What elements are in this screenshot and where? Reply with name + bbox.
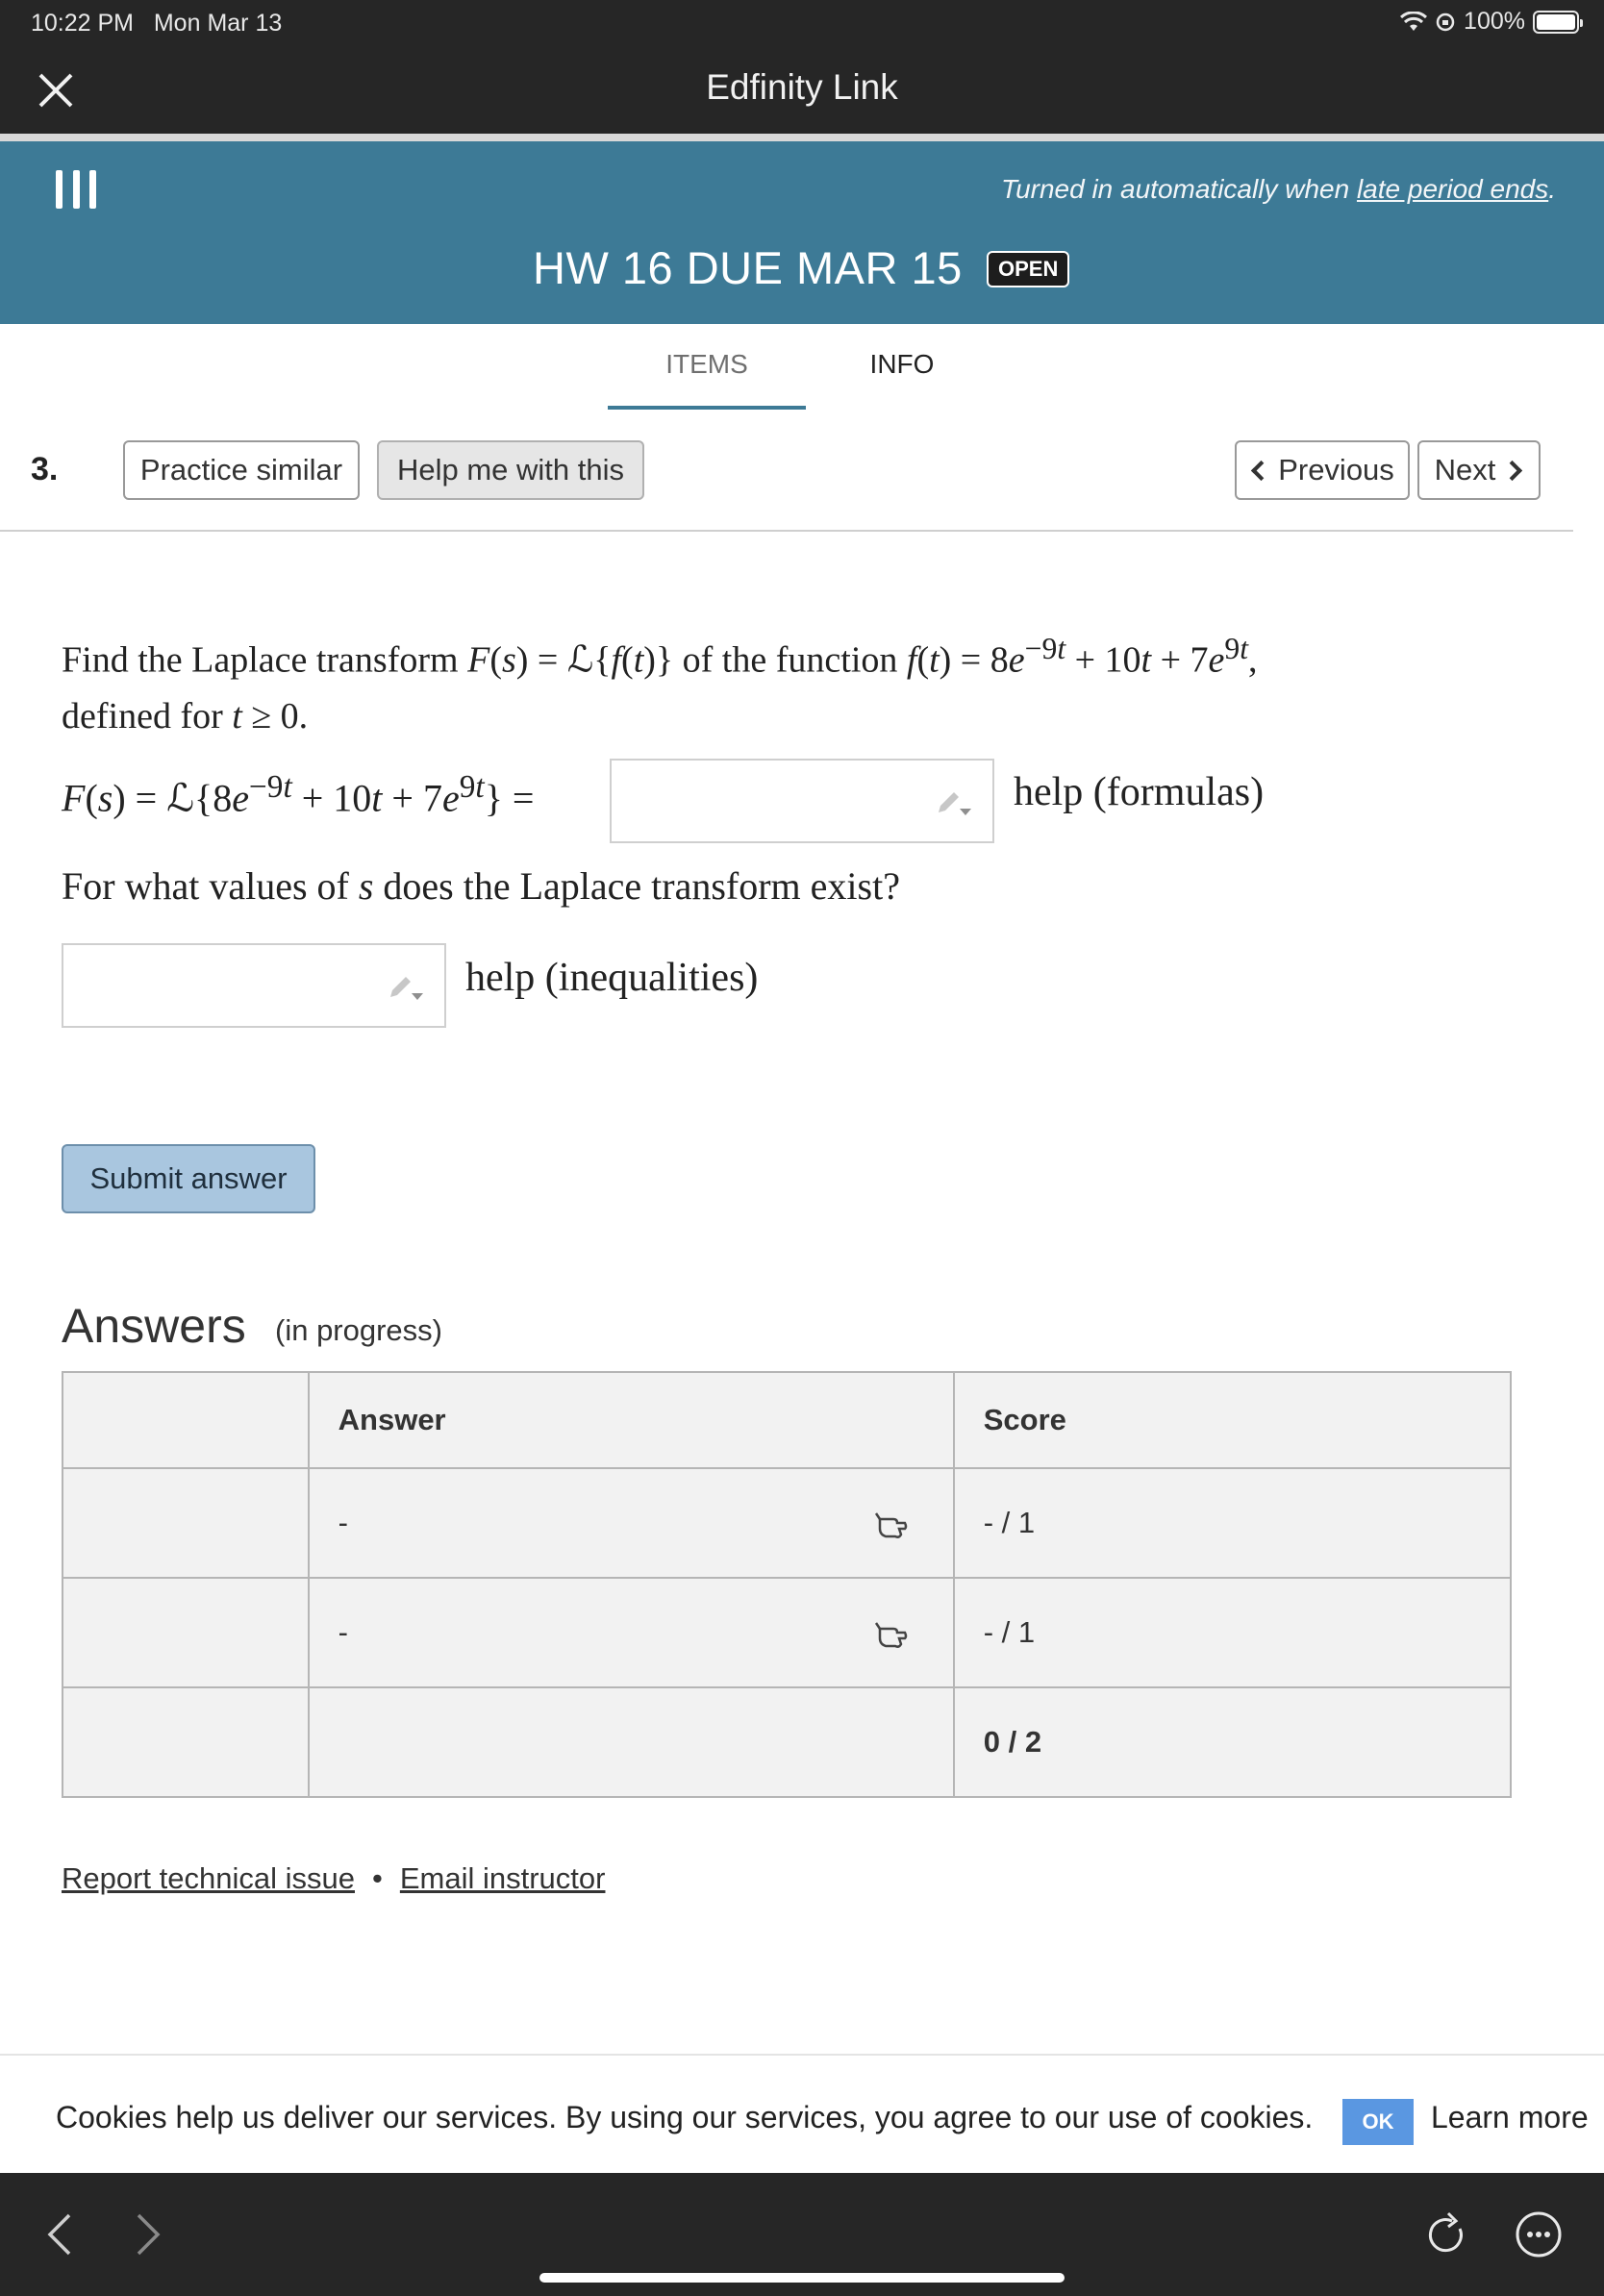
table-row [63,1468,1511,1578]
cookie-learn-more-link[interactable]: Learn more [1431,2100,1589,2134]
row-label-cell [63,1687,309,1797]
report-issue-link[interactable]: Report technical issue [62,1861,355,1895]
cookie-ok-button[interactable]: OK [1342,2099,1414,2145]
practice-similar-button[interactable]: Practice similar [123,440,360,500]
link-separator: • [372,1861,383,1895]
browser-top-bar [0,0,1604,136]
active-tab-indicator [608,406,806,410]
pointing-hand-icon[interactable] [872,1506,911,1544]
answers-status: (in progress) [275,1313,442,1347]
problem-statement: Find the Laplace transform F(s) = ℒ{f(t)} of the function $f(t) = 8e^{-9t} + 10t + 7e^{9t}$, defined for t ≥ 0. [62,632,1258,736]
answer-cell: - [309,1578,954,1687]
row-label-cell [63,1578,309,1687]
tab-items[interactable]: ITEMS [665,349,748,379]
footer-links [62,1861,605,1896]
column-header [63,1372,309,1468]
battery-icon [1533,11,1579,34]
browser-bottom-bar [0,2173,1604,2296]
previous-button[interactable] [1235,440,1410,500]
status-time: 10:22 PM Mon Mar 13 [31,10,283,37]
pencil-icon[interactable] [387,974,425,1003]
tab-bar [0,324,1604,411]
existence-question: For what values of s does the Laplace transform exist? [62,864,900,908]
chevron-left-icon [1251,460,1271,480]
previous-label: Previous [1278,453,1394,487]
status-date: Mon Mar 13 [153,10,283,37]
forward-arrow-icon[interactable] [119,2208,173,2261]
table-row [63,1578,1511,1687]
answer-cell: - [309,1468,954,1578]
email-instructor-link[interactable]: Email instructor [399,1861,606,1895]
table-header-row [63,1372,1511,1468]
reload-icon[interactable] [1419,2208,1473,2261]
pencil-icon[interactable] [935,789,973,818]
more-options-icon[interactable] [1512,2208,1566,2261]
table-total-row [63,1687,1511,1797]
assignment-title: HW 16 DUE MAR 15 [533,242,963,293]
chevron-right-icon [1502,460,1522,480]
back-arrow-icon[interactable] [35,2208,88,2261]
score-cell: - / 1 [954,1578,1511,1687]
divider [0,134,1604,141]
answers-heading: Answers [62,1299,246,1353]
browser-title: Edfinity Link [706,67,898,107]
next-button[interactable] [1417,440,1541,500]
submit-answer-button[interactable]: Submit answer [62,1144,315,1213]
late-period-link[interactable]: late period ends [1356,174,1549,204]
turned-in-note: Turned in automatically when late period ends. [1001,174,1556,204]
column-header-answer: Answer [309,1372,954,1468]
inequality-answer-input[interactable] [62,943,446,1028]
status-indicators [1400,8,1579,36]
help-formulas-link[interactable]: help (formulas) [1014,770,1265,814]
answer-cell [309,1687,954,1797]
answers-table [62,1371,1512,1798]
total-score-cell: 0 / 2 [954,1687,1511,1797]
cookie-message: Cookies help us deliver our services. By using our services, you agree to our use of cookies. [56,2100,1314,2134]
transform-equation: $F(s) = ℒ\{8e^{-9t} + 10t + 7e^{9t}\}$ = [62,769,535,820]
pointing-hand-icon[interactable] [872,1615,911,1654]
status-badge: OPEN [987,251,1069,287]
menu-icon[interactable] [56,170,96,209]
transform-answer-input[interactable] [610,759,994,843]
help-me-button[interactable]: Help me with this [377,440,644,500]
question-number: 3. [31,451,59,487]
battery-percent: 100% [1464,8,1525,35]
cookie-banner [0,2054,1604,2173]
divider [0,530,1573,532]
tab-info[interactable]: INFO [869,349,935,379]
orientation-lock-icon [1435,12,1456,33]
next-label: Next [1434,453,1496,487]
home-indicator [539,2273,1065,2283]
wifi-icon [1400,12,1427,33]
assignment-header [0,141,1604,324]
column-header-score: Score [954,1372,1511,1468]
score-cell: - / 1 [954,1468,1511,1578]
row-label-cell [63,1468,309,1578]
help-inequalities-link[interactable]: help (inequalities) [465,956,759,1000]
